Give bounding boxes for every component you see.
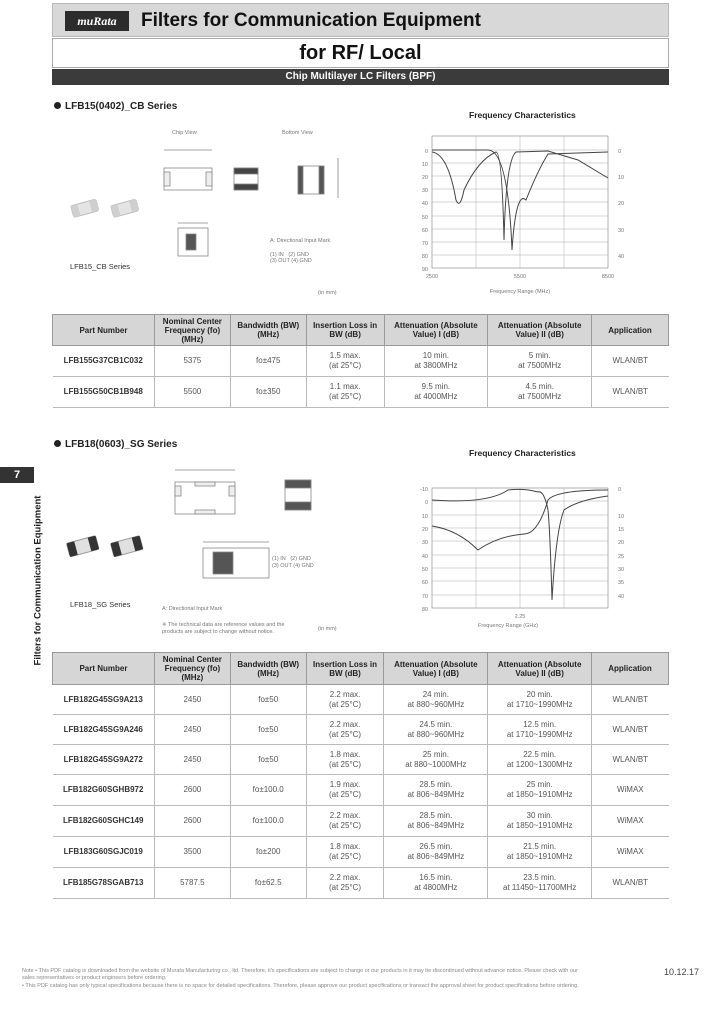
dimension-drawing-lfb15 — [150, 128, 350, 298]
svg-text:70: 70 — [421, 594, 428, 600]
table-row: LFB155G37CB1C032 5375 fo±475 1.5 max. (at 25°C) 10 min. at 3800MHz 5 min. at 7500MHz WLAN/BT — [53, 346, 669, 377]
svg-text:40: 40 — [618, 594, 625, 600]
category-bar: Chip Multilayer LC Filters (BPF) — [52, 69, 669, 85]
svg-text:40: 40 — [421, 554, 428, 560]
svg-text:10: 10 — [618, 175, 625, 181]
bullet-icon — [54, 440, 61, 447]
svg-text:20: 20 — [421, 175, 428, 181]
frequency-chart-lfb15 — [398, 130, 638, 300]
svg-text:2500: 2500 — [425, 274, 439, 280]
page-title: Filters for Communication Equipment — [141, 10, 481, 31]
table-row: LFB182G60SGHC149 2600 fo±100.0 2.2 max. (at 25°C) 28.5 min. at 806~849MHz 30 min. at 1850~1910MHz WiMAX — [53, 806, 669, 837]
svg-text:10: 10 — [618, 514, 625, 520]
series2-photo-label: LFB18_SG Series — [70, 600, 131, 609]
svg-text:10: 10 — [421, 514, 428, 520]
series1-spec-table — [52, 314, 669, 408]
svg-text:40: 40 — [421, 201, 428, 207]
footer-note-2: sales representatives or product engineers before ordering. — [22, 975, 167, 981]
table-row: LFB183G60SGJC019 3500 fo±200 1.8 max. (at 25°C) 26.5 min. at 806~849MHz 21.5 min. at 1850~1910MHz WiMAX — [53, 837, 669, 868]
col-part-number: Part Number — [53, 653, 155, 685]
svg-text:0: 0 — [424, 500, 428, 506]
chapter-sidebar — [23, 490, 44, 680]
table-row: LFB185G78SGAB713 5787.5 fo±62.5 2.2 max. (at 25°C) 16.5 min. at 4800MHz 23.5 min. at 11450~11700MHz WLAN/BT — [53, 868, 669, 899]
chip-photo-lfb15 — [66, 194, 146, 224]
svg-text:60: 60 — [421, 580, 428, 586]
col-attenuation-2: Attenuation (Absolute Value) II (dB) — [488, 653, 592, 685]
bullet-icon — [54, 102, 61, 109]
col-insertion-loss: Insertion Loss in BW (dB) — [306, 315, 384, 346]
table-row: LFB155G50CB1B948 5500 fo±350 1.1 max. (at 25°C) 9.5 min. at 4000MHz 4.5 min. at 7500MHz WLAN/BT — [53, 377, 669, 408]
chapter-sidebar-text: Filters for Communication Equipment — [32, 495, 44, 666]
svg-text:40: 40 — [618, 254, 625, 260]
table-row: LFB182G60SGHB972 2600 fo±100.0 1.9 max. (at 25°C) 28.5 min. at 806~849MHz 25 min. at 1850~1910MHz WiMAX — [53, 775, 669, 806]
footer-note-3: • This PDF catalog has only typical specifications because there is no space for detailed specifications. Therefore, please approve our product specifications or transact the approval sheet for product specifications before ordering. — [22, 983, 579, 989]
col-center-frequency: Nominal Center Frequency (fo) (MHz) — [154, 315, 230, 346]
page-subtitle: for RF/ Local — [52, 38, 669, 68]
murata-logo: muRata — [65, 11, 129, 31]
col-attenuation-1: Attenuation (Absolute Value) I (dB) — [384, 315, 488, 346]
footer-note-1: Note • This PDF catalog is downloaded from the website of Murata Manufacturing co., ltd. Therefore, it's specifications are subject to change or our products in it may be discontinued without advance notice. Please check with our — [22, 968, 578, 974]
svg-text:60: 60 — [421, 228, 428, 234]
svg-text:50: 50 — [421, 567, 428, 573]
series1-photo-label: LFB15_CB Series — [70, 262, 131, 271]
col-center-frequency: Nominal Center Frequency (fo) (MHz) — [154, 653, 230, 685]
series1-title: LFB15(0402)_CB Series — [54, 101, 177, 112]
svg-text:90: 90 — [421, 267, 428, 273]
svg-text:Frequency Range (MHz): Frequency Range (MHz) — [489, 289, 551, 295]
page-header — [52, 3, 669, 37]
table-row: LFB182G45SG9A213 2450 fo±50 2.2 max. (at 25°C) 24 min. at 880~960MHz 20 min. at 1710~1990MHz WLAN/BT — [53, 685, 669, 715]
dimension-drawing-lfb18 — [155, 462, 355, 592]
frequency-chart-lfb18 — [398, 470, 638, 630]
col-application: Application — [592, 315, 669, 346]
col-application: Application — [592, 653, 669, 685]
series2-title: LFB18(0603)_SG Series — [54, 439, 177, 450]
svg-text:0: 0 — [618, 487, 622, 493]
svg-text:10: 10 — [421, 162, 428, 168]
svg-text:35: 35 — [618, 580, 625, 586]
svg-text:20: 20 — [618, 201, 625, 207]
series2-chart-title: Frequency Characteristics — [469, 448, 576, 458]
col-part-number: Part Number — [53, 315, 155, 346]
svg-text:80: 80 — [421, 607, 428, 613]
svg-text:0: 0 — [618, 149, 622, 155]
svg-text:30: 30 — [421, 188, 428, 194]
svg-text:8500: 8500 — [601, 274, 615, 280]
chapter-tab: 7 — [0, 467, 34, 483]
col-bandwidth: Bandwidth (BW) (MHz) — [230, 653, 306, 685]
svg-text:15: 15 — [618, 527, 625, 533]
svg-text:70: 70 — [421, 241, 428, 247]
svg-text:Frequency Range (GHz): Frequency Range (GHz) — [478, 623, 538, 629]
svg-text:20: 20 — [421, 527, 428, 533]
svg-text:80: 80 — [421, 254, 428, 260]
svg-text:30: 30 — [421, 540, 428, 546]
col-bandwidth: Bandwidth (BW) (MHz) — [230, 315, 306, 346]
svg-text:30: 30 — [618, 567, 625, 573]
svg-text:20: 20 — [618, 540, 625, 546]
chip-photo-lfb18 — [62, 532, 152, 562]
series1-chart-title: Frequency Characteristics — [469, 110, 576, 120]
catalog-date: 10.12.17 — [664, 967, 700, 977]
svg-text:-10: -10 — [420, 487, 428, 493]
svg-text:25: 25 — [618, 554, 625, 560]
svg-text:30: 30 — [618, 228, 625, 234]
svg-text:0: 0 — [424, 149, 428, 155]
svg-text:5500: 5500 — [513, 274, 527, 280]
col-insertion-loss: Insertion Loss in BW (dB) — [306, 653, 384, 685]
svg-text:50: 50 — [421, 215, 428, 221]
table-row: LFB182G45SG9A246 2450 fo±50 2.2 max. (at 25°C) 24.5 min. at 880~960MHz 12.5 min. at 1710~1990MHz WLAN/BT — [53, 715, 669, 745]
series2-spec-table — [52, 652, 669, 899]
col-attenuation-1: Attenuation (Absolute Value) I (dB) — [384, 653, 488, 685]
svg-text:2.25: 2.25 — [514, 614, 526, 620]
table-row: LFB182G45SG9A272 2450 fo±50 1.8 max. (at 25°C) 25 min. at 880~1000MHz 22.5 min. at 1200~1300MHz WLAN/BT — [53, 745, 669, 775]
col-attenuation-2: Attenuation (Absolute Value) II (dB) — [488, 315, 592, 346]
